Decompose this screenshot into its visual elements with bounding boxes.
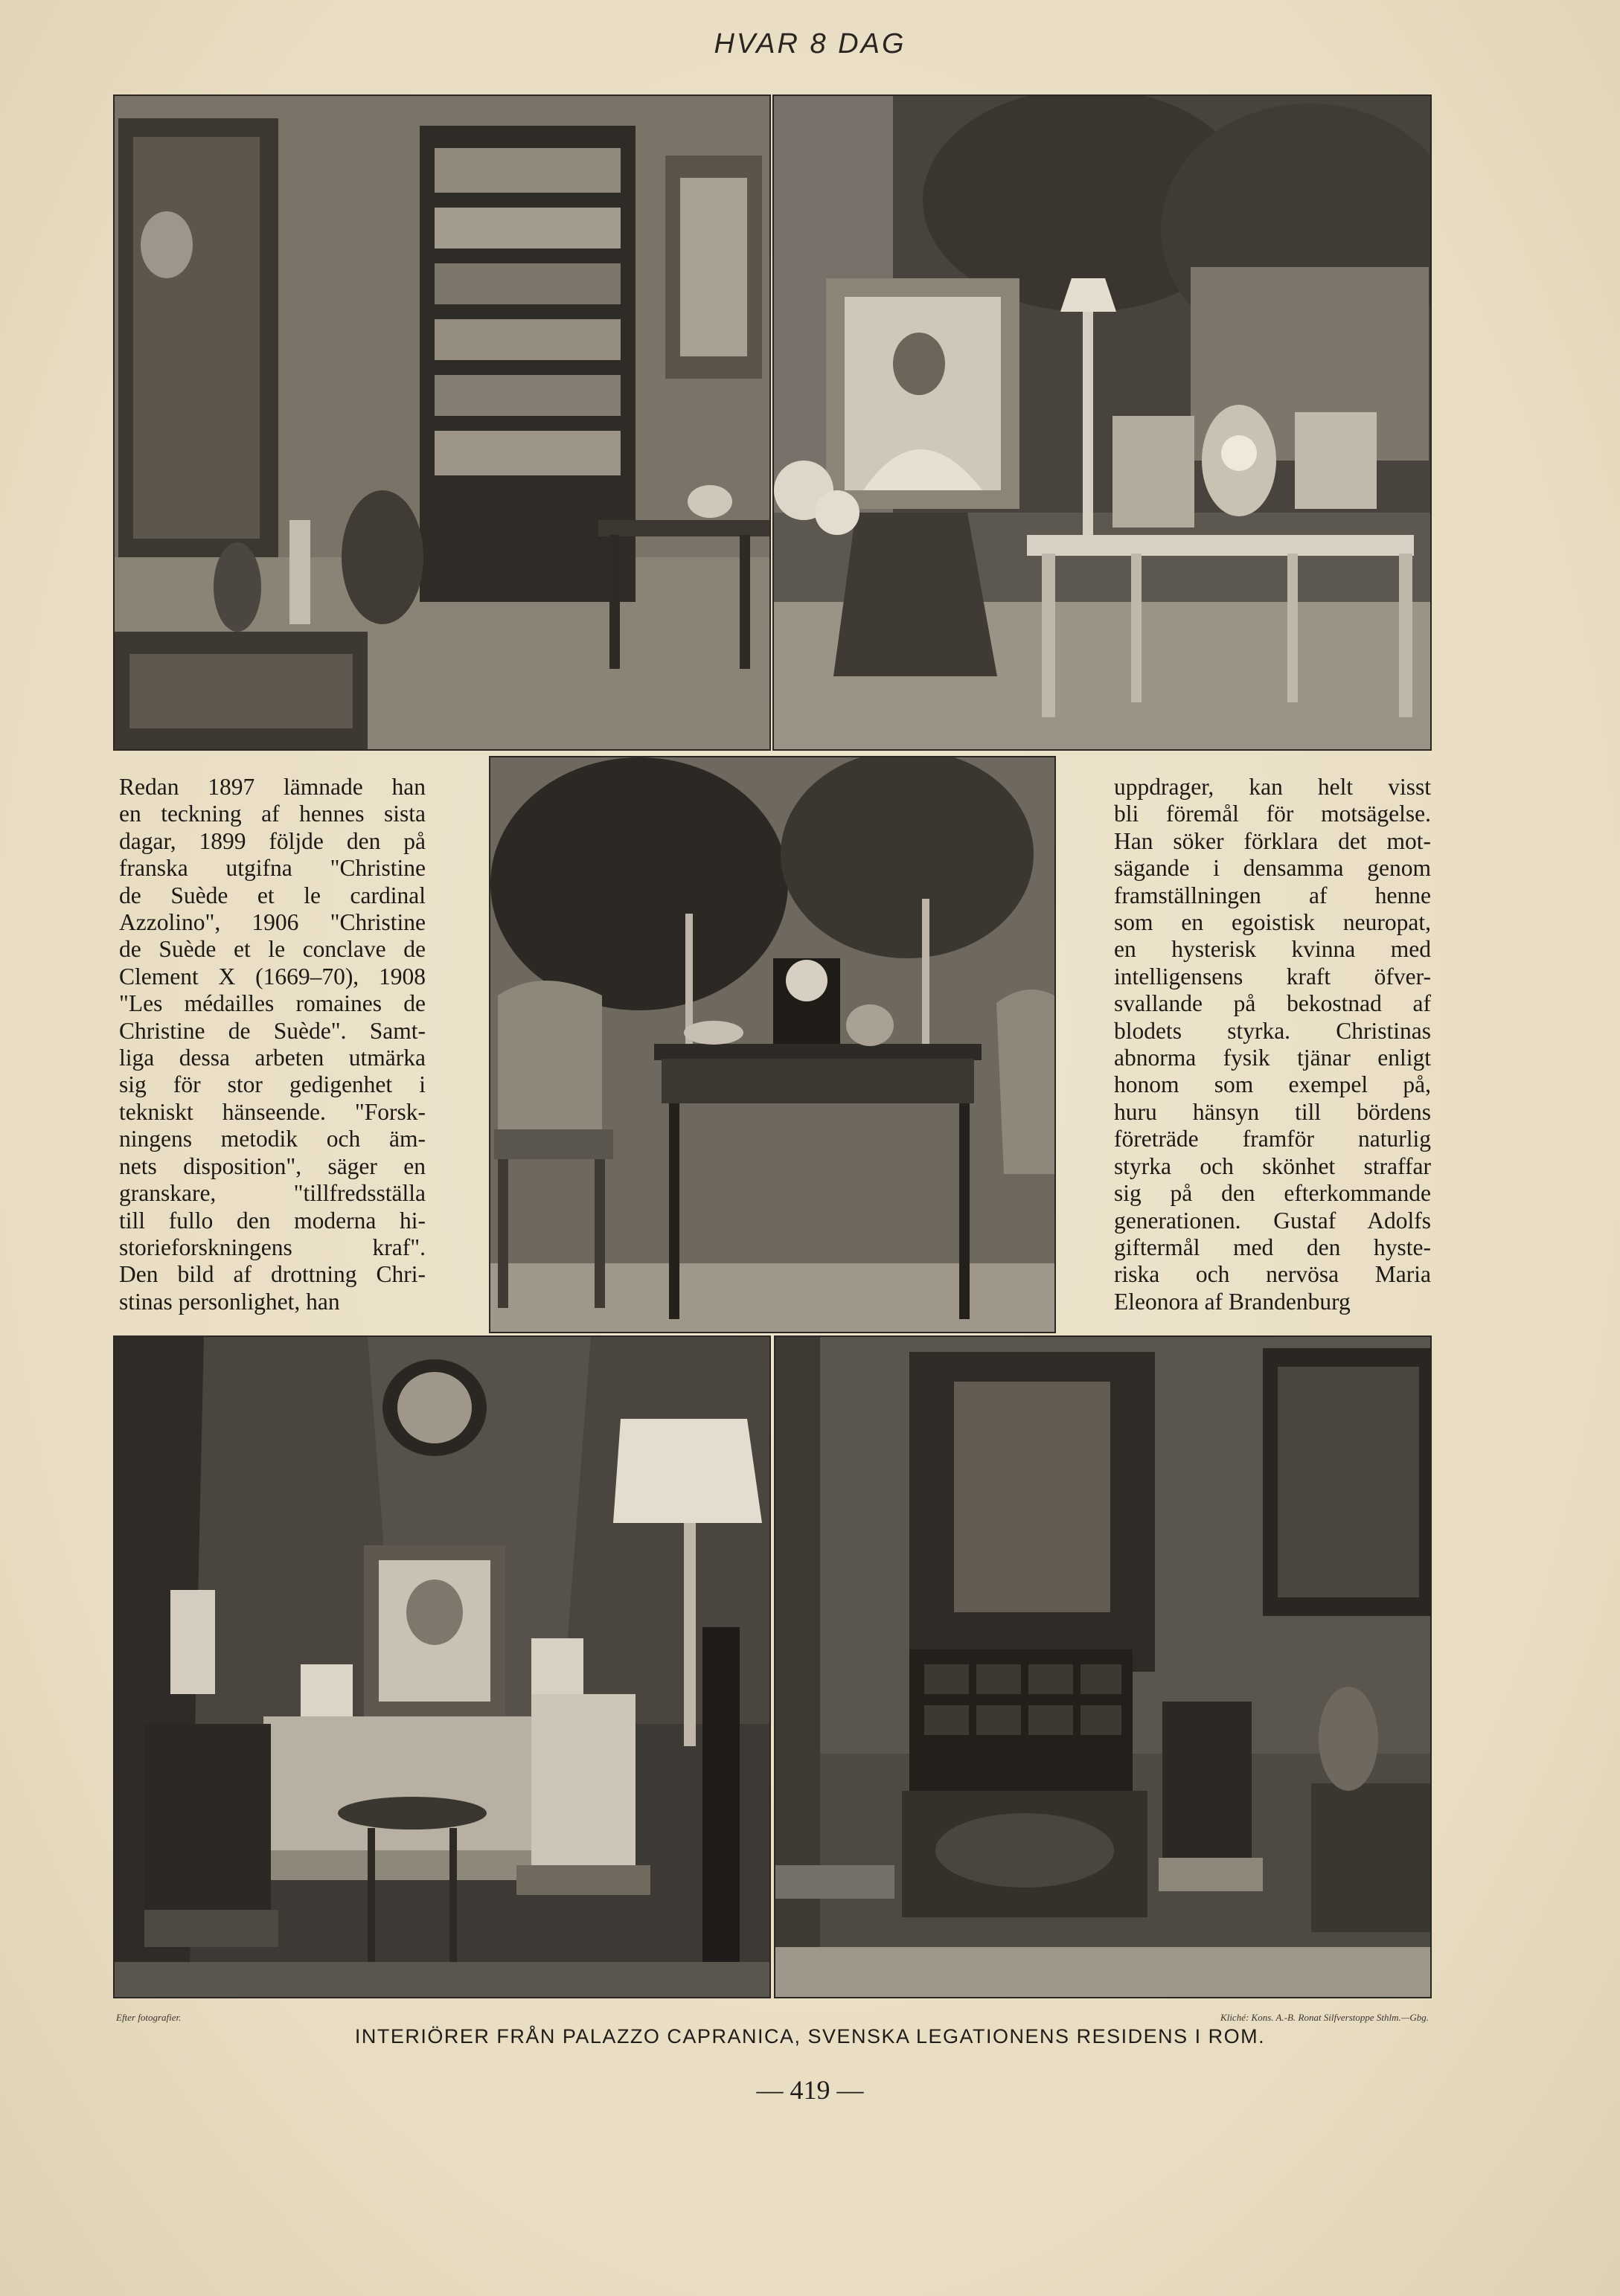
text-line: till fullo den moderna hi- xyxy=(119,1207,426,1234)
text-line: styrka och skönhet straffar xyxy=(1114,1152,1431,1179)
text-line: Eleonora af Brandenburg xyxy=(1114,1288,1351,1315)
text-line: bli föremål för motsägelse. xyxy=(1114,801,1431,827)
text-line: riska och nervösa Maria xyxy=(1114,1261,1431,1288)
figure-caption: INTERIÖRER FRÅN PALAZZO CAPRANICA, SVENSKA LEGATIONENS RESIDENS I ROM. xyxy=(354,2025,1266,2048)
text-line: Han söker förklara det mot- xyxy=(1114,827,1431,854)
text-line: Den bild af drottning Chri- xyxy=(119,1261,426,1288)
running-head: HVAR 8 DAG xyxy=(714,28,906,60)
text-line: svallande på bekostnad af xyxy=(1114,990,1431,1017)
text-column-right xyxy=(1114,774,1431,1315)
text-line: granskare, "tillfredsställa xyxy=(119,1180,426,1207)
photo-console-table xyxy=(489,756,1056,1333)
text-line: Redan 1897 lämnade han xyxy=(119,774,426,800)
text-line: giftermål med den hyste- xyxy=(1114,1234,1431,1260)
text-line: uppdrager, kan helt visst xyxy=(1114,774,1431,800)
text-line: storieforskningens kraf". xyxy=(119,1234,426,1260)
text-line: en hysterisk kvinna med xyxy=(1114,936,1431,963)
text-line: de Suède et le cardinal xyxy=(119,882,426,908)
text-line: "Les médailles romaines de xyxy=(119,990,426,1017)
photo-credit-right: Kliché: Kons. A.-B. Ronat Silfverstoppe Sthlm.—Gbg. xyxy=(1220,2012,1429,2023)
photo-tapestry-room-image xyxy=(774,96,1430,749)
text-line: huru hänsyn till bördens xyxy=(1114,1098,1431,1125)
photo-salon-with-lamp-image xyxy=(115,1337,769,1997)
text-column-left xyxy=(119,774,426,1315)
text-line: stinas personlighet, han xyxy=(119,1288,340,1315)
text-line: framställningen af henne xyxy=(1114,882,1431,908)
photo-cabinet-room xyxy=(774,1335,1432,1998)
text-line: abnorma fysik tjänar enligt xyxy=(1114,1045,1431,1071)
text-line: nets disposition", säger en xyxy=(119,1152,426,1179)
photo-library-corner xyxy=(113,94,771,751)
text-line: sig för stor gedigenhet i xyxy=(119,1071,426,1098)
text-line: sägande i densamma genom xyxy=(1114,855,1431,882)
text-line: Christine de Suède". Samt- xyxy=(119,1017,426,1044)
photo-credit-left: Efter fotografier. xyxy=(116,2012,182,2023)
photo-console-table-image xyxy=(490,757,1054,1332)
text-line: företräde framför naturlig xyxy=(1114,1126,1431,1152)
photo-tapestry-room xyxy=(772,94,1432,751)
photo-cabinet-room-image xyxy=(775,1337,1430,1997)
text-line: tekniskt hänseende. "Forsk- xyxy=(119,1098,426,1125)
text-line: franska utgifna "Christine xyxy=(119,855,426,882)
text-line: generationen. Gustaf Adolfs xyxy=(1114,1207,1431,1234)
text-line: de Suède et le conclave de xyxy=(119,936,426,963)
page-number: — 419 — xyxy=(756,2075,864,2105)
text-line: blodets styrka. Christinas xyxy=(1114,1017,1431,1044)
text-line: en teckning af hennes sista xyxy=(119,801,426,827)
text-line: som en egoistisk neuropat, xyxy=(1114,909,1431,936)
text-line: intelligensens kraft öfver- xyxy=(1114,963,1431,990)
text-line: ningens metodik och äm- xyxy=(119,1126,426,1152)
text-line: honom som exempel på, xyxy=(1114,1071,1431,1098)
text-line: Clement X (1669–70), 1908 xyxy=(119,963,426,990)
text-line: Azzolino", 1906 "Christine xyxy=(119,909,426,936)
photo-library-corner-image xyxy=(115,96,769,749)
text-line: dagar, 1899 följde den på xyxy=(119,827,426,854)
text-line: liga dessa arbeten utmärka xyxy=(119,1045,426,1071)
photo-salon-with-lamp xyxy=(113,1335,771,1998)
text-line: sig på den efterkommande xyxy=(1114,1180,1431,1207)
